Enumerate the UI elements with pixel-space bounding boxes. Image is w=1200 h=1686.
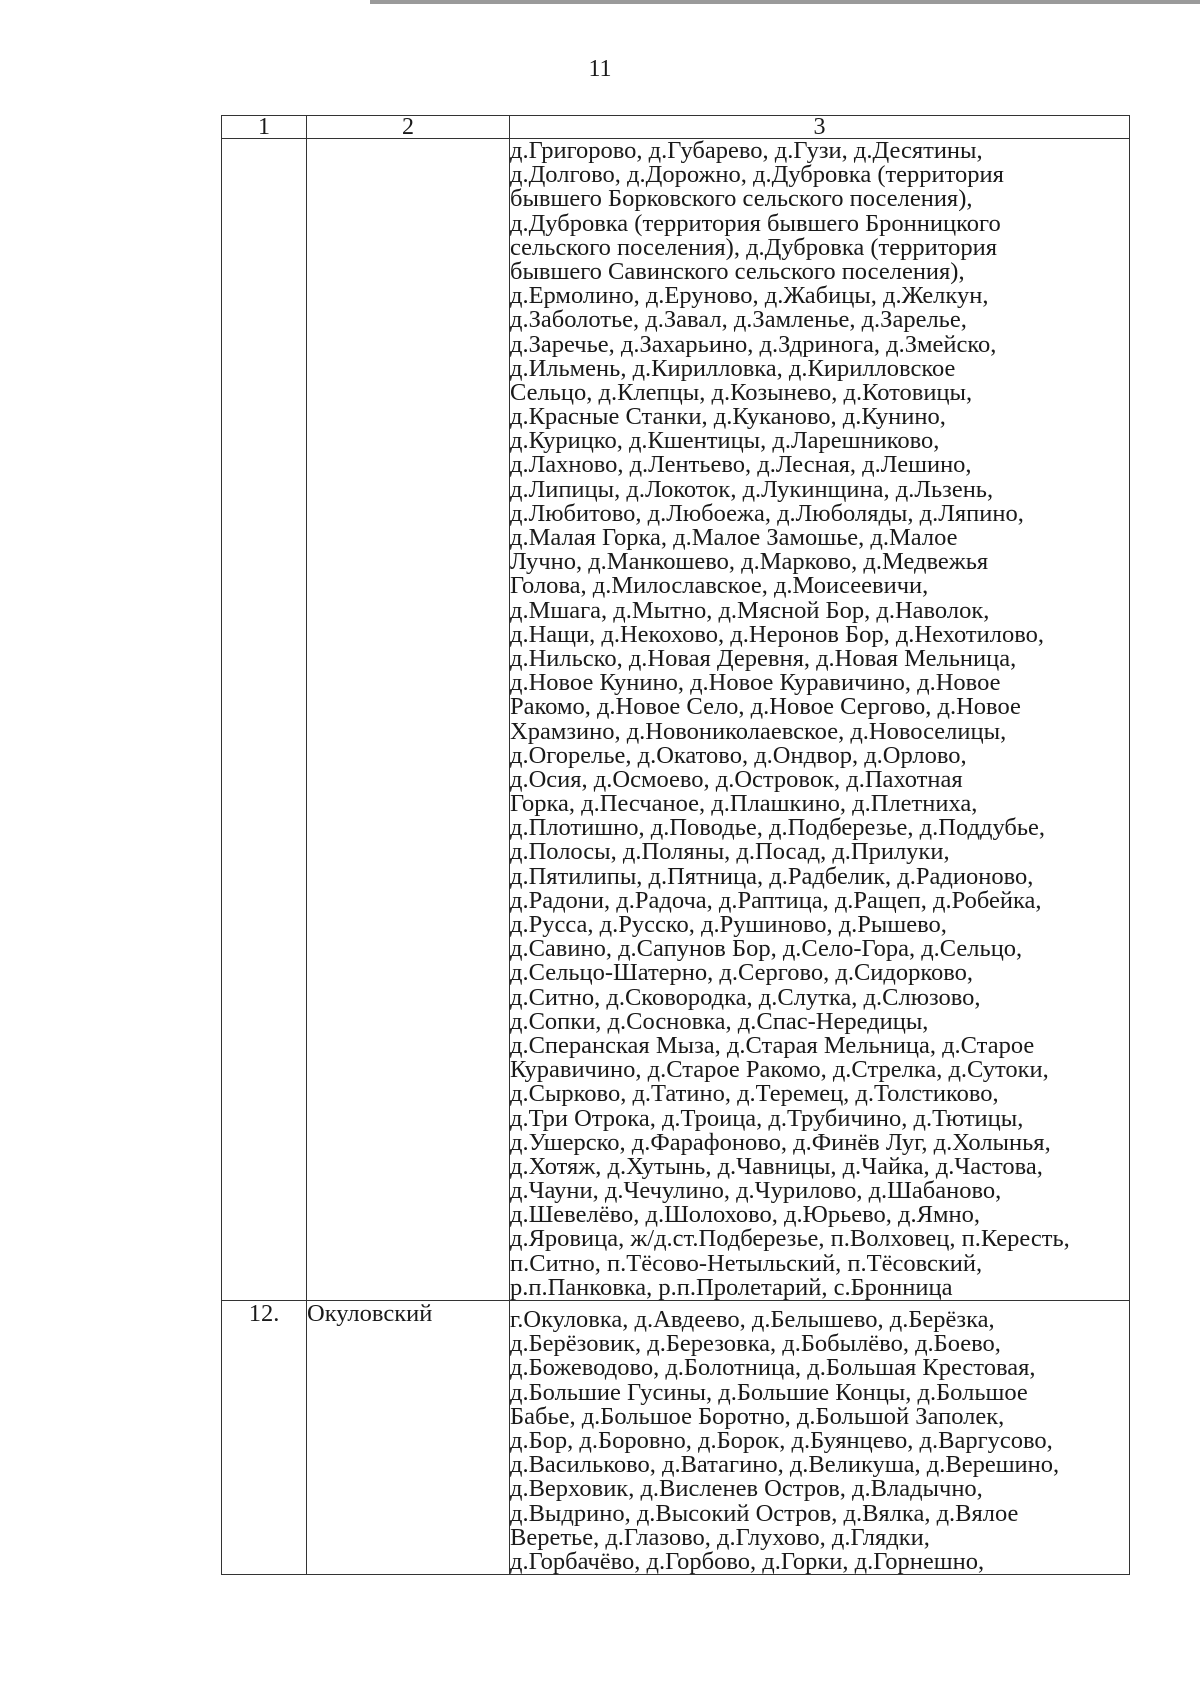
settlement-line: д.Русса, д.Русско, д.Рушиново, д.Рышево, — [510, 911, 947, 938]
settlement-line: д.Нильско, д.Новая Деревня, д.Новая Мельница, — [510, 644, 1017, 672]
settlement-line: д.Ильмень, д.Кирилловка, д.Кирилловское — [510, 354, 956, 382]
settlement-line: Горка, д.Песчаное, д.Плашкино, д.Плетниха, — [510, 790, 978, 818]
settlement-line: д.Курицко, д.Кшентицы, д.Ларешниково, — [510, 427, 940, 455]
settlement-line: Бабье, д.Большое Боротно, д.Большой Заполек, — [510, 1402, 1005, 1430]
settlement-line: д.Сельцо-Шатерно, д.Сергово, д.Сидорково, — [510, 959, 974, 987]
top-edge-rule — [370, 0, 1200, 4]
settlement-line: г.Окуловка, д.Авдеево, д.Белышево, д.Берёзка, — [510, 1306, 995, 1333]
settlements-lines — [510, 139, 1129, 1300]
settlement-line: Голова, д.Милославское, д.Моисеевичи, — [510, 572, 929, 600]
settlement-line: д.Ситно, д.Сковородка, д.Слутка, д.Слюзово, — [510, 983, 981, 1011]
settlement-line: д.Красные Станки, д.Куканово, д.Кунино, — [510, 403, 946, 431]
settlement-line: д.Огорелье, д.Окатово, д.Ондвор, д.Орлово, — [510, 741, 967, 769]
settlement-line: д.Шевелёво, д.Шолохово, д.Юрьево, д.Ямно, — [510, 1201, 980, 1229]
table-row — [222, 139, 1130, 1301]
settlement-line: д.Берёзовик, д.Березовка, д.Бобылёво, д.Боево, — [510, 1330, 1001, 1358]
header-col-2: 2 — [307, 116, 510, 139]
settlement-line: д.Васильково, д.Ватагино, д.Великуша, д.Верешино, — [510, 1451, 1060, 1479]
settlement-line: д.Божеводово, д.Болотница, д.Большая Крестовая, — [510, 1354, 1036, 1382]
settlement-line: Лучно, д.Манкошево, д.Марково, д.Медвежья — [510, 548, 989, 576]
district-name-cell — [307, 139, 510, 1301]
settlement-line: д.Лахново, д.Лентьево, д.Лесная, д.Лешино, — [510, 451, 972, 479]
settlement-line: д.Любитово, д.Любоежа, д.Люболяды, д.Ляпино, — [510, 499, 1024, 527]
settlement-line: д.Три Отрока, д.Троица, д.Трубичино, д.Тютицы, — [510, 1104, 1024, 1132]
settlements-table — [221, 115, 1130, 1575]
settlement-line: д.Яровица, ж/д.ст.Подберезье, п.Волховец, п.Кересть, — [510, 1225, 1070, 1253]
settlement-line: д.Долгово, д.Дорожно, д.Дубровка (территория — [510, 161, 1004, 189]
settlement-line: д.Радони, д.Радоча, д.Раптица, д.Ращеп, д.Робейка, — [510, 886, 1042, 914]
settlement-line: д.Новое Кунино, д.Новое Куравичино, д.Новое — [510, 669, 1001, 697]
settlement-line: д.Заболотье, д.Завал, д.Замленье, д.Зарелье, — [510, 306, 967, 334]
settlement-line: Веретье, д.Глазово, д.Глухово, д.Глядки, — [510, 1523, 930, 1551]
settlement-line: д.Полосы, д.Поляны, д.Посад, д.Прилуки, — [510, 838, 950, 866]
row-number-cell — [222, 139, 307, 1301]
row-number-cell: 12. — [222, 1301, 307, 1575]
settlement-line: д.Липицы, д.Локоток, д.Лукинщина, д.Льзень, — [510, 475, 994, 503]
settlement-line: р.п.Панковка, р.п.Пролетарий, с.Бронница — [510, 1273, 953, 1301]
settlements-lines — [510, 1308, 1129, 1574]
settlement-line: п.Ситно, п.Тёсово-Нетыльский, п.Тёсовский, — [510, 1249, 983, 1277]
settlement-line: бывшего Савинского сельского поселения), — [510, 257, 965, 285]
settlement-line: д.Выдрино, д.Высокий Остров, д.Вялка, д.Вялое — [510, 1499, 1019, 1527]
settlement-line: бывшего Борковского сельского поселения), — [510, 185, 973, 213]
settlement-line: сельского поселения), д.Дубровка (территория — [510, 233, 997, 261]
settlement-line: д.Григорово, д.Губарево, д.Гузи, д.Десятины, — [510, 137, 983, 164]
settlement-line: д.Заречье, д.Захарьино, д.Здринога, д.Змейско, — [510, 330, 997, 358]
settlements-list-cell — [510, 1301, 1130, 1575]
settlement-line: д.Нащи, д.Некохово, д.Неронов Бор, д.Нехотилово, — [510, 620, 1044, 648]
settlement-line: д.Малая Горка, д.Малое Замошье, д.Малое — [510, 524, 958, 551]
settlement-line: д.Плотишно, д.Поводье, д.Подберезье, д.Поддубье, — [510, 814, 1046, 842]
settlement-line: д.Сырково, д.Татино, д.Теремец, д.Толстиково, — [510, 1080, 999, 1108]
settlement-line: д.Чауни, д.Чечулино, д.Чурилово, д.Шабаново, — [510, 1177, 1002, 1205]
settlement-line: д.Сперанская Мыза, д.Старая Мельница, д.Старое — [510, 1031, 1035, 1059]
district-name-cell: Окуловский — [307, 1301, 510, 1575]
settlements-list-cell — [510, 139, 1130, 1301]
settlement-line: д.Савино, д.Сапунов Бор, д.Село-Гора, д.Сельцо, — [510, 935, 1023, 963]
settlement-line: д.Пятилипы, д.Пятница, д.Радбелик, д.Радионово, — [510, 862, 1034, 890]
table-row — [222, 1301, 1130, 1575]
settlement-line: д.Бор, д.Боровно, д.Борок, д.Буянцево, д.Варгусово, — [510, 1426, 1053, 1454]
settlement-line: д.Мшага, д.Мытно, д.Мясной Бор, д.Наволок, — [510, 596, 990, 624]
settlement-line: д.Осия, д.Осмоево, д.Островок, д.Пахотная — [510, 765, 963, 793]
settlement-line: д.Ермолино, д.Еруново, д.Жабицы, д.Желкун, — [510, 282, 989, 310]
settlement-line: д.Сопки, д.Сосновка, д.Спас-Нередицы, — [510, 1007, 929, 1035]
header-col-1: 1 — [222, 116, 307, 139]
table-header-row — [222, 116, 1130, 139]
settlement-line: д.Ушерско, д.Фарафоново, д.Финёв Луг, д.Холынья, — [510, 1128, 1051, 1156]
settlement-line: Сельцо, д.Клепцы, д.Козынево, д.Котовицы, — [510, 378, 973, 406]
settlement-line: д.Хотяж, д.Хутынь, д.Чавницы, д.Чайка, д.Частова, — [510, 1152, 1043, 1180]
page-number: 11 — [588, 56, 612, 82]
header-col-3: 3 — [510, 116, 1130, 139]
settlement-line: д.Горбачёво, д.Горбово, д.Горки, д.Горнешно, — [510, 1547, 985, 1575]
settlement-line: Ракомо, д.Новое Село, д.Новое Сергово, д.Новое — [510, 693, 1021, 721]
settlement-line: д.Большие Гусины, д.Большие Концы, д.Большое — [510, 1378, 1028, 1406]
settlement-line: д.Верховик, д.Висленев Остров, д.Владычно, — [510, 1475, 983, 1503]
settlement-line: Храмзино, д.Новониколаевское, д.Новоселицы, — [510, 717, 1007, 745]
settlement-line: Куравичино, д.Старое Ракомо, д.Стрелка, д.Сутоки, — [510, 1056, 1049, 1084]
settlement-line: д.Дубровка (территория бывшего Бронницкого — [510, 209, 1001, 237]
